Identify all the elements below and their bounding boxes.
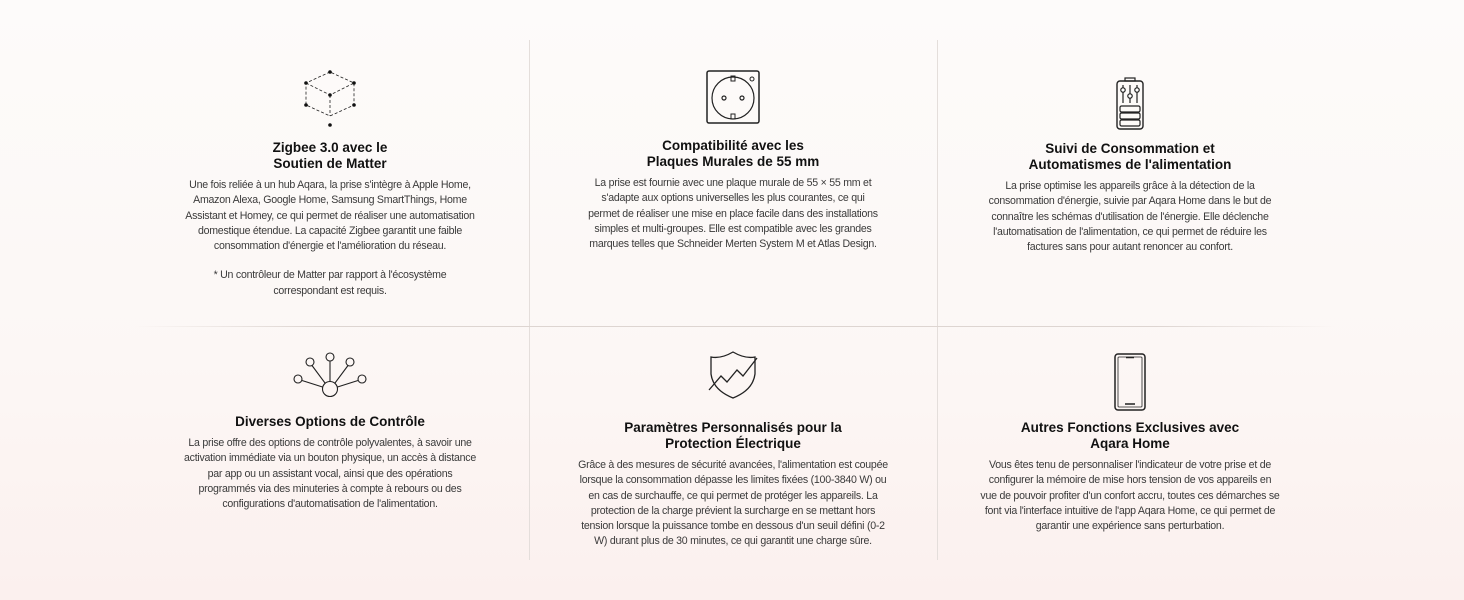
feature-title: Zigbee 3.0 avec le Soutien de Matter (272, 140, 388, 171)
feature-description: Une fois reliée à un hub Aqara, la prise s'intègre à Apple Home, Amazon Alexa, Google Home, Samsung SmartThings, Home Assistant et Homey, ce qui permet de réaliser une automatisation domestique étendue. La capacité Zigbee garantit une faible consommation d'énergie et l'amélioration du réseau. (185, 179, 475, 253)
feature-title: Paramètres Personnalisés pour la Protection Électrique (624, 420, 842, 451)
feature-title: Suivi de Consommation et Automatismes de l'alimentation (1028, 141, 1232, 172)
feature-wall-plate (573, 70, 893, 252)
feature-title: Diverses Options de Contrôle (235, 414, 425, 429)
feature-electrical-protection (573, 350, 893, 550)
feature-description: La prise offre des options de contrôle polyvalentes, à savoir une activation immédiate via un bouton physique, un accès à distance par app ou un assistant vocal, ainsi que des opérations programmés via des minuteries à compte à rebours ou des configurations d'automatisation de l'alimentation. (184, 437, 476, 511)
column-divider (937, 40, 938, 560)
feature-control-options (170, 352, 490, 512)
row-divider (135, 326, 1335, 327)
control-options-icon (290, 352, 370, 398)
shield-surge-icon (707, 350, 759, 400)
feature-consumption (970, 77, 1290, 255)
smartphone-icon (1113, 352, 1147, 412)
feature-zigbee-matter (170, 68, 490, 299)
battery-sliders-icon (1115, 77, 1145, 131)
cube-network-icon (300, 68, 360, 130)
feature-title: Autres Fonctions Exclusives avec Aqara Home (1020, 420, 1240, 451)
feature-description: La prise est fournie avec une plaque murale de 55 × 55 mm et s'adapte aux options universelles les plus courantes, ce qui permet de réaliser une mise en place facile dans des installations simples et multi-groupes. Elle est compatible avec les grandes marques telles que Schneider Merten System M et Atlas Design. (588, 177, 878, 251)
wall-socket-icon (706, 70, 760, 124)
feature-title: Compatibilité avec les Plaques Murales de 55 mm (646, 138, 820, 169)
feature-description: La prise optimise les appareils grâce à la détection de la consommation d'énergie, suivie par Aqara Home dans le but de connaître les schémas d'utilisation de l'énergie. Elle déclenche l'automatisation de l'alimentation, ce qui permet de réduire les factures sans pour autant renoncer au confort. (988, 180, 1272, 254)
feature-description: Vous êtes tenu de personnaliser l'indicateur de votre prise et de configurer la mémoire de mise hors tension de vos appareils en vue de pouvoir profiter d'un confort accru, toutes ces démarches se font via l'interface intuitive de l'app Aqara Home, ce qui permet de garantir une expérience sans perturbation. (980, 459, 1280, 533)
feature-footnote: * Un contrôleur de Matter par rapport à l'écosystème correspondant est requis. (213, 269, 447, 297)
feature-aqara-home (970, 352, 1290, 534)
column-divider (529, 40, 530, 560)
feature-description: Grâce à des mesures de sécurité avancées, l'alimentation est coupée lorsque la consommation dépasse les limites fixées (100-3840 W) ou en cas de surchauffe, ce qui permet de protéger les appareils. La protection de la charge prévient la surcharge en se mettant hors tension lorsque la puissance tombe en dessous d'un seuil défini (0-2 W) durant plus de 30 minutes, ce qui garantit une charge sûre. (578, 459, 888, 548)
